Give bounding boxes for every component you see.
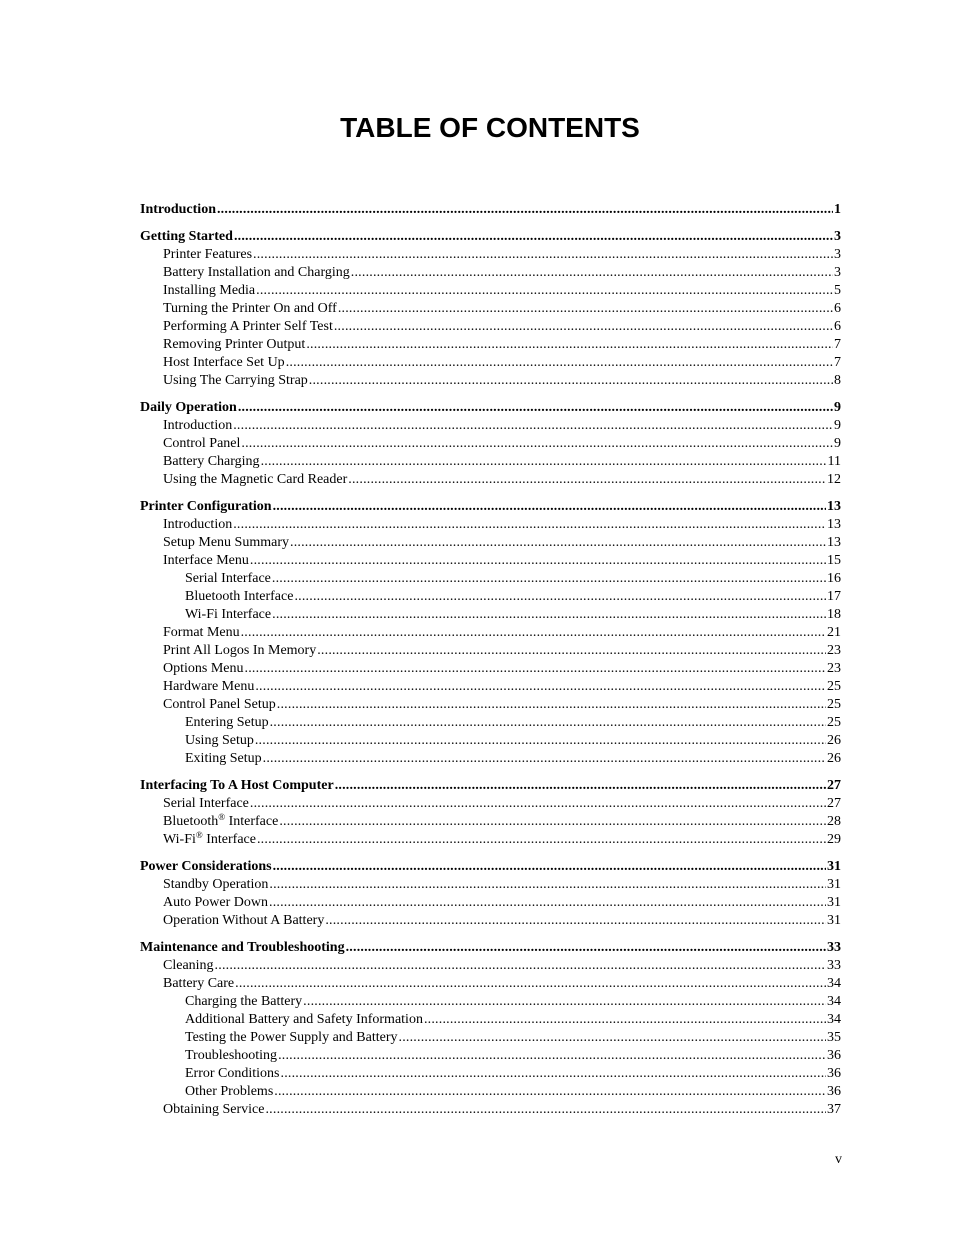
dot-leader [309,372,833,390]
toc-page-number: 7 [834,337,841,352]
dot-leader [257,831,826,849]
toc-page-number: 36 [827,1066,841,1081]
toc-page-number: 12 [827,472,841,487]
toc-entry-label: Testing the Power Supply and Battery [185,1030,398,1045]
toc-entry[interactable] [140,876,841,894]
toc-page-number: 29 [827,832,841,847]
toc-page-number: 9 [834,418,841,433]
toc-entry-label: Printer Configuration [140,499,272,514]
toc-entry[interactable] [140,435,841,453]
toc-entry[interactable] [140,813,841,831]
toc-entry-label: Maintenance and Troubleshooting [140,940,345,955]
toc-entry[interactable] [140,606,841,624]
toc-entry[interactable] [140,660,841,678]
page-number: v [835,1152,842,1167]
toc-entry[interactable] [140,696,841,714]
toc-entry[interactable] [140,570,841,588]
toc-entry-label: Format Menu [163,625,240,640]
toc-entry[interactable] [140,1101,841,1119]
toc-entry-label: Wi-Fi Interface [185,607,272,622]
toc-entry-label: Battery Charging [163,454,260,469]
dot-leader [255,732,826,750]
toc-entry-label: Introduction [163,517,233,532]
toc-page-number: 35 [827,1030,841,1045]
dot-leader [277,696,826,714]
dot-leader [274,1083,826,1101]
toc-entry-label: Getting Started [140,229,233,244]
dot-leader [351,264,833,282]
toc-entry[interactable] [140,714,841,732]
dot-leader [272,606,826,624]
toc-entry-label: Using The Carrying Strap [163,373,308,388]
toc-entry-label: Setup Menu Summary [163,535,289,550]
toc-entry-label: Error Conditions [185,1066,280,1081]
registered-mark: ® [218,813,226,822]
toc-entry-label: Serial Interface [185,571,271,586]
dot-leader [233,516,826,534]
dot-leader [399,1029,827,1047]
toc-page-number: 17 [827,589,841,604]
dot-leader [245,660,827,678]
toc-page-number: 13 [827,517,841,532]
toc-entry-label: Interface Menu [163,553,249,568]
toc-page-number: 25 [827,715,841,730]
dot-leader [272,570,826,588]
dot-leader [303,993,826,1011]
toc-entry-label: Entering Setup [185,715,269,730]
toc-entry[interactable] [140,993,841,1011]
toc-entry-label: Battery Care [163,976,235,991]
dot-leader [269,894,826,912]
toc-page-number: 18 [827,607,841,622]
dot-leader [348,471,826,489]
dot-leader [263,750,826,768]
toc-entry[interactable] [140,1065,841,1083]
toc-section[interactable] [140,228,841,246]
toc-page-number: 27 [827,796,841,811]
toc-page-number: 21 [827,625,841,640]
dot-leader [338,300,833,318]
toc-page-number: 8 [834,373,841,388]
toc-entry-label: Bluetooth® Interface [163,813,279,829]
toc-page-number: 9 [834,436,841,451]
toc-page-number: 25 [827,679,841,694]
toc-page-number: 33 [827,958,841,973]
dot-leader [253,246,833,264]
toc-entry[interactable] [140,534,841,552]
page-title: TABLE OF CONTENTS [340,112,640,143]
toc-entry-label: Introduction [140,202,216,217]
toc-entry[interactable] [140,678,841,696]
toc-page-number: 6 [834,319,841,334]
toc-entry-label: Removing Printer Output [163,337,306,352]
toc-entry[interactable] [140,336,841,354]
toc-page-number: 36 [827,1084,841,1099]
toc-entry-label: Obtaining Service [163,1102,265,1117]
toc-entry-label: Charging the Battery [185,994,303,1009]
toc-page-number: 11 [827,454,841,469]
toc-page-number: 3 [834,247,841,262]
dot-leader [290,534,826,552]
dot-leader [270,714,826,732]
toc-entry[interactable] [140,372,841,390]
toc-entry-label: Introduction [163,418,233,433]
toc-entry-label: Performing A Printer Self Test [163,319,333,334]
dot-leader [334,318,833,336]
dot-leader [250,552,826,570]
toc-entry-label: Cleaning [163,958,214,973]
toc-page-number: 7 [834,355,841,370]
toc-entry-label: Serial Interface [163,796,249,811]
dot-leader [261,453,827,471]
toc-entry-label: Troubleshooting [185,1048,278,1063]
dot-leader [241,624,826,642]
toc-entry[interactable] [140,552,841,570]
toc-entry-label: Interfacing To A Host Computer [140,778,334,793]
toc-entry-label: Bluetooth Interface [185,589,294,604]
toc-page-number: 31 [827,859,841,874]
dot-leader [424,1011,826,1029]
dot-leader [278,1047,826,1065]
dot-leader [235,975,826,993]
toc-entry[interactable] [140,1011,841,1029]
toc-page-number: 31 [827,877,841,892]
toc-page-number: 6 [834,301,841,316]
toc-page-number: 26 [827,733,841,748]
toc-entry[interactable] [140,318,841,336]
toc-entry-label: Battery Installation and Charging [163,265,350,280]
dot-leader [265,1101,826,1119]
dot-leader [346,939,826,957]
toc-entry-label: Turning the Printer On and Off [163,301,337,316]
table-of-contents [140,201,841,1119]
toc-entry[interactable] [140,354,841,372]
toc-section[interactable] [140,777,841,795]
toc-entry-label: Control Panel Setup [163,697,276,712]
toc-entry[interactable] [140,453,841,471]
dot-leader [294,588,826,606]
toc-page-number: 1 [834,202,841,217]
toc-page-number: 28 [827,814,841,829]
toc-entry-label: Using the Magnetic Card Reader [163,472,348,487]
toc-entry-label: Options Menu [163,661,244,676]
toc-page-number: 36 [827,1048,841,1063]
toc-entry[interactable] [140,417,841,435]
dot-leader [335,777,826,795]
toc-entry[interactable] [140,1083,841,1101]
toc-entry[interactable] [140,300,841,318]
toc-page-number: 23 [827,643,841,658]
toc-entry-label: Operation Without A Battery [163,913,325,928]
toc-entry[interactable] [140,471,841,489]
dot-leader [273,498,826,516]
dot-leader [241,435,833,453]
toc-entry[interactable] [140,624,841,642]
toc-entry-label: Hardware Menu [163,679,255,694]
toc-entry-label: Additional Battery and Safety Information [185,1012,423,1027]
toc-entry[interactable] [140,795,841,813]
toc-entry[interactable] [140,732,841,750]
toc-entry[interactable] [140,246,841,264]
toc-page-number: 13 [827,535,841,550]
toc-section[interactable] [140,939,841,957]
toc-section[interactable] [140,858,841,876]
toc-entry[interactable] [140,912,841,930]
toc-entry-label: Daily Operation [140,400,237,415]
toc-entry[interactable] [140,894,841,912]
registered-mark: ® [195,831,203,840]
dot-leader [306,336,833,354]
dot-leader [215,957,826,975]
toc-entry-label: Print All Logos In Memory [163,643,317,658]
dot-leader [256,282,833,300]
toc-page-number: 3 [834,265,841,280]
dot-leader [286,354,833,372]
toc-entry[interactable] [140,588,841,606]
toc-section[interactable] [140,498,841,516]
toc-entry[interactable] [140,264,841,282]
toc-page-number: 34 [827,1012,841,1027]
toc-section[interactable] [140,201,841,219]
toc-entry-label: Auto Power Down [163,895,268,910]
toc-page-number: 33 [827,940,841,955]
toc-entry-label: Power Considerations [140,859,272,874]
toc-entry[interactable] [140,957,841,975]
toc-entry[interactable] [140,642,841,660]
dot-leader [238,399,833,417]
toc-entry-label: Standby Operation [163,877,269,892]
toc-entry-label: Using Setup [185,733,254,748]
toc-page-number: 31 [827,913,841,928]
toc-page-number: 26 [827,751,841,766]
toc-entry[interactable] [140,975,841,993]
toc-page-number: 16 [827,571,841,586]
toc-page-number: 27 [827,778,841,793]
dot-leader [317,642,826,660]
toc-page-number: 3 [834,229,841,244]
dot-leader [269,876,826,894]
dot-leader [234,228,833,246]
dot-leader [279,813,826,831]
toc-entry-label: Host Interface Set Up [163,355,285,370]
toc-page-number: 5 [834,283,841,298]
toc-page-number: 31 [827,895,841,910]
toc-entry-label: Exiting Setup [185,751,262,766]
toc-page-number: 34 [827,994,841,1009]
toc-entry[interactable] [140,282,841,300]
toc-page-number: 13 [827,499,841,514]
dot-leader [273,858,826,876]
toc-entry[interactable] [140,750,841,768]
dot-leader [233,417,833,435]
toc-entry[interactable] [140,1047,841,1065]
toc-entry-label: Wi-Fi® Interface [163,831,256,847]
toc-page-number: 37 [827,1102,841,1117]
toc-entry[interactable] [140,831,841,849]
dot-leader [250,795,826,813]
toc-entry[interactable] [140,1029,841,1047]
toc-entry-label: Installing Media [163,283,256,298]
toc-page-number: 9 [834,400,841,415]
toc-page-number: 34 [827,976,841,991]
toc-entry-label: Control Panel [163,436,241,451]
toc-entry-label: Printer Features [163,247,253,262]
toc-page-number: 23 [827,661,841,676]
toc-page-number: 15 [827,553,841,568]
toc-entry-label: Other Problems [185,1084,274,1099]
toc-entry[interactable] [140,516,841,534]
toc-section[interactable] [140,399,841,417]
dot-leader [217,201,833,219]
dot-leader [255,678,826,696]
dot-leader [325,912,826,930]
toc-page-number: 25 [827,697,841,712]
dot-leader [281,1065,827,1083]
